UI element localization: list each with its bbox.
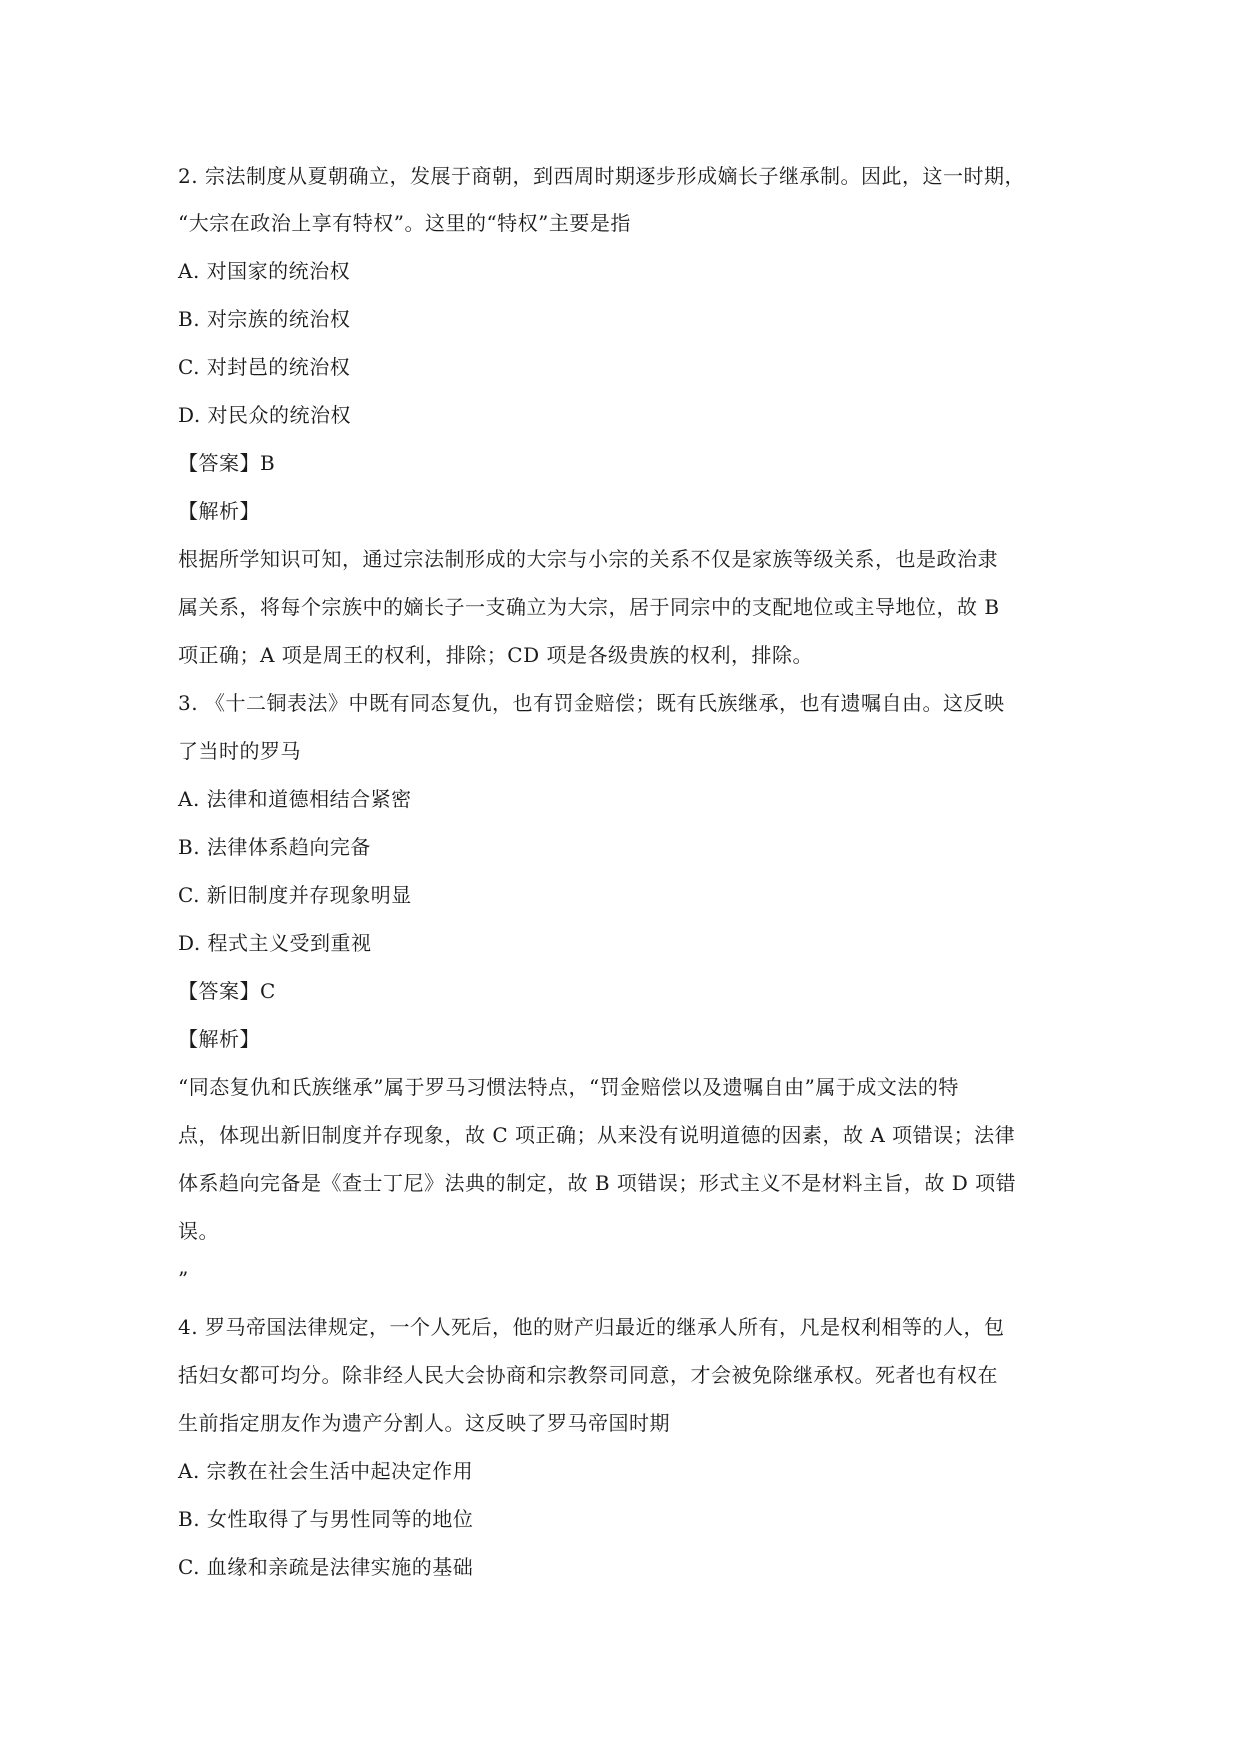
q3-analysis-label: 【解析】: [178, 1027, 260, 1051]
q2-option-a: A. 对国家的统治权: [178, 259, 351, 283]
q2-stem-line-2: “大宗在政治上享有特权”。这里的“特权”主要是指: [178, 211, 631, 235]
q3-option-c: C. 新旧制度并存现象明显: [178, 883, 412, 907]
q4-stem-line-2: 括妇女都可均分。除非经人民大会协商和宗教祭司同意，才会被免除继承权。死者也有权在: [178, 1363, 998, 1387]
q4-stem-line-1: 4. 罗马帝国法律规定，一个人死后，他的财产归最近的继承人所有，凡是权利相等的人，包: [178, 1315, 1005, 1339]
q3-option-a: A. 法律和道德相结合紧密: [178, 787, 412, 811]
q2-stem-line-1: 2. 宗法制度从夏朝确立，发展于商朝，到西周时期逐步形成嫡长子继承制。因此，这一时期，: [178, 164, 1025, 188]
q3-stem-line-1: 3. 《十二铜表法》中既有同态复仇，也有罚金赔偿；既有氏族继承，也有遗嘱自由。这反映: [178, 691, 1005, 715]
q2-analysis-line-2: 属关系，将每个宗族中的嫡长子一支确立为大宗，居于同宗中的支配地位或主导地位，故 B: [178, 595, 1000, 619]
q4-stem-line-3: 生前指定朋友作为遗产分割人。这反映了罗马帝国时期: [178, 1411, 670, 1435]
q4-option-c: C. 血缘和亲疏是法律实施的基础: [178, 1555, 474, 1579]
q3-option-d: D. 程式主义受到重视: [178, 931, 372, 955]
q3-option-b: B. 法律体系趋向完备: [178, 835, 371, 859]
q3-stem-line-2: 了当时的罗马: [178, 739, 301, 763]
q3-answer: 【答案】C: [178, 979, 276, 1003]
q2-option-c: C. 对封邑的统治权: [178, 355, 351, 379]
q3-analysis-line-4: 误。: [178, 1219, 219, 1243]
q2-analysis-line-3: 项正确；A 项是周王的权利，排除；CD 项是各级贵族的权利，排除。: [178, 643, 813, 667]
q2-option-d: D. 对民众的统治权: [178, 403, 352, 427]
q3-analysis-line-2: 点，体现出新旧制度并存现象，故 C 项正确；从来没有说明道德的因素，故 A 项错误；法律: [178, 1123, 1016, 1147]
q3-analysis-line-3: 体系趋向完备是《查士丁尼》法典的制定，故 B 项错误；形式主义不是材料主旨，故 D 项错: [178, 1171, 1017, 1195]
q2-answer: 【答案】B: [178, 451, 276, 475]
q4-option-b: B. 女性取得了与男性同等的地位: [178, 1507, 474, 1531]
q2-analysis-label: 【解析】: [178, 499, 260, 523]
q3-analysis-line-1: “同态复仇和氏族继承”属于罗马习惯法特点，“罚金赔偿以及遗嘱自由”属于成文法的特: [178, 1075, 959, 1099]
q3-analysis-line-5: ”: [178, 1267, 189, 1291]
q2-option-b: B. 对宗族的统治权: [178, 307, 351, 331]
q4-option-a: A. 宗教在社会生活中起决定作用: [178, 1459, 474, 1483]
q2-analysis-line-1: 根据所学知识可知，通过宗法制形成的大宗与小宗的关系不仅是家族等级关系，也是政治隶: [178, 547, 998, 571]
